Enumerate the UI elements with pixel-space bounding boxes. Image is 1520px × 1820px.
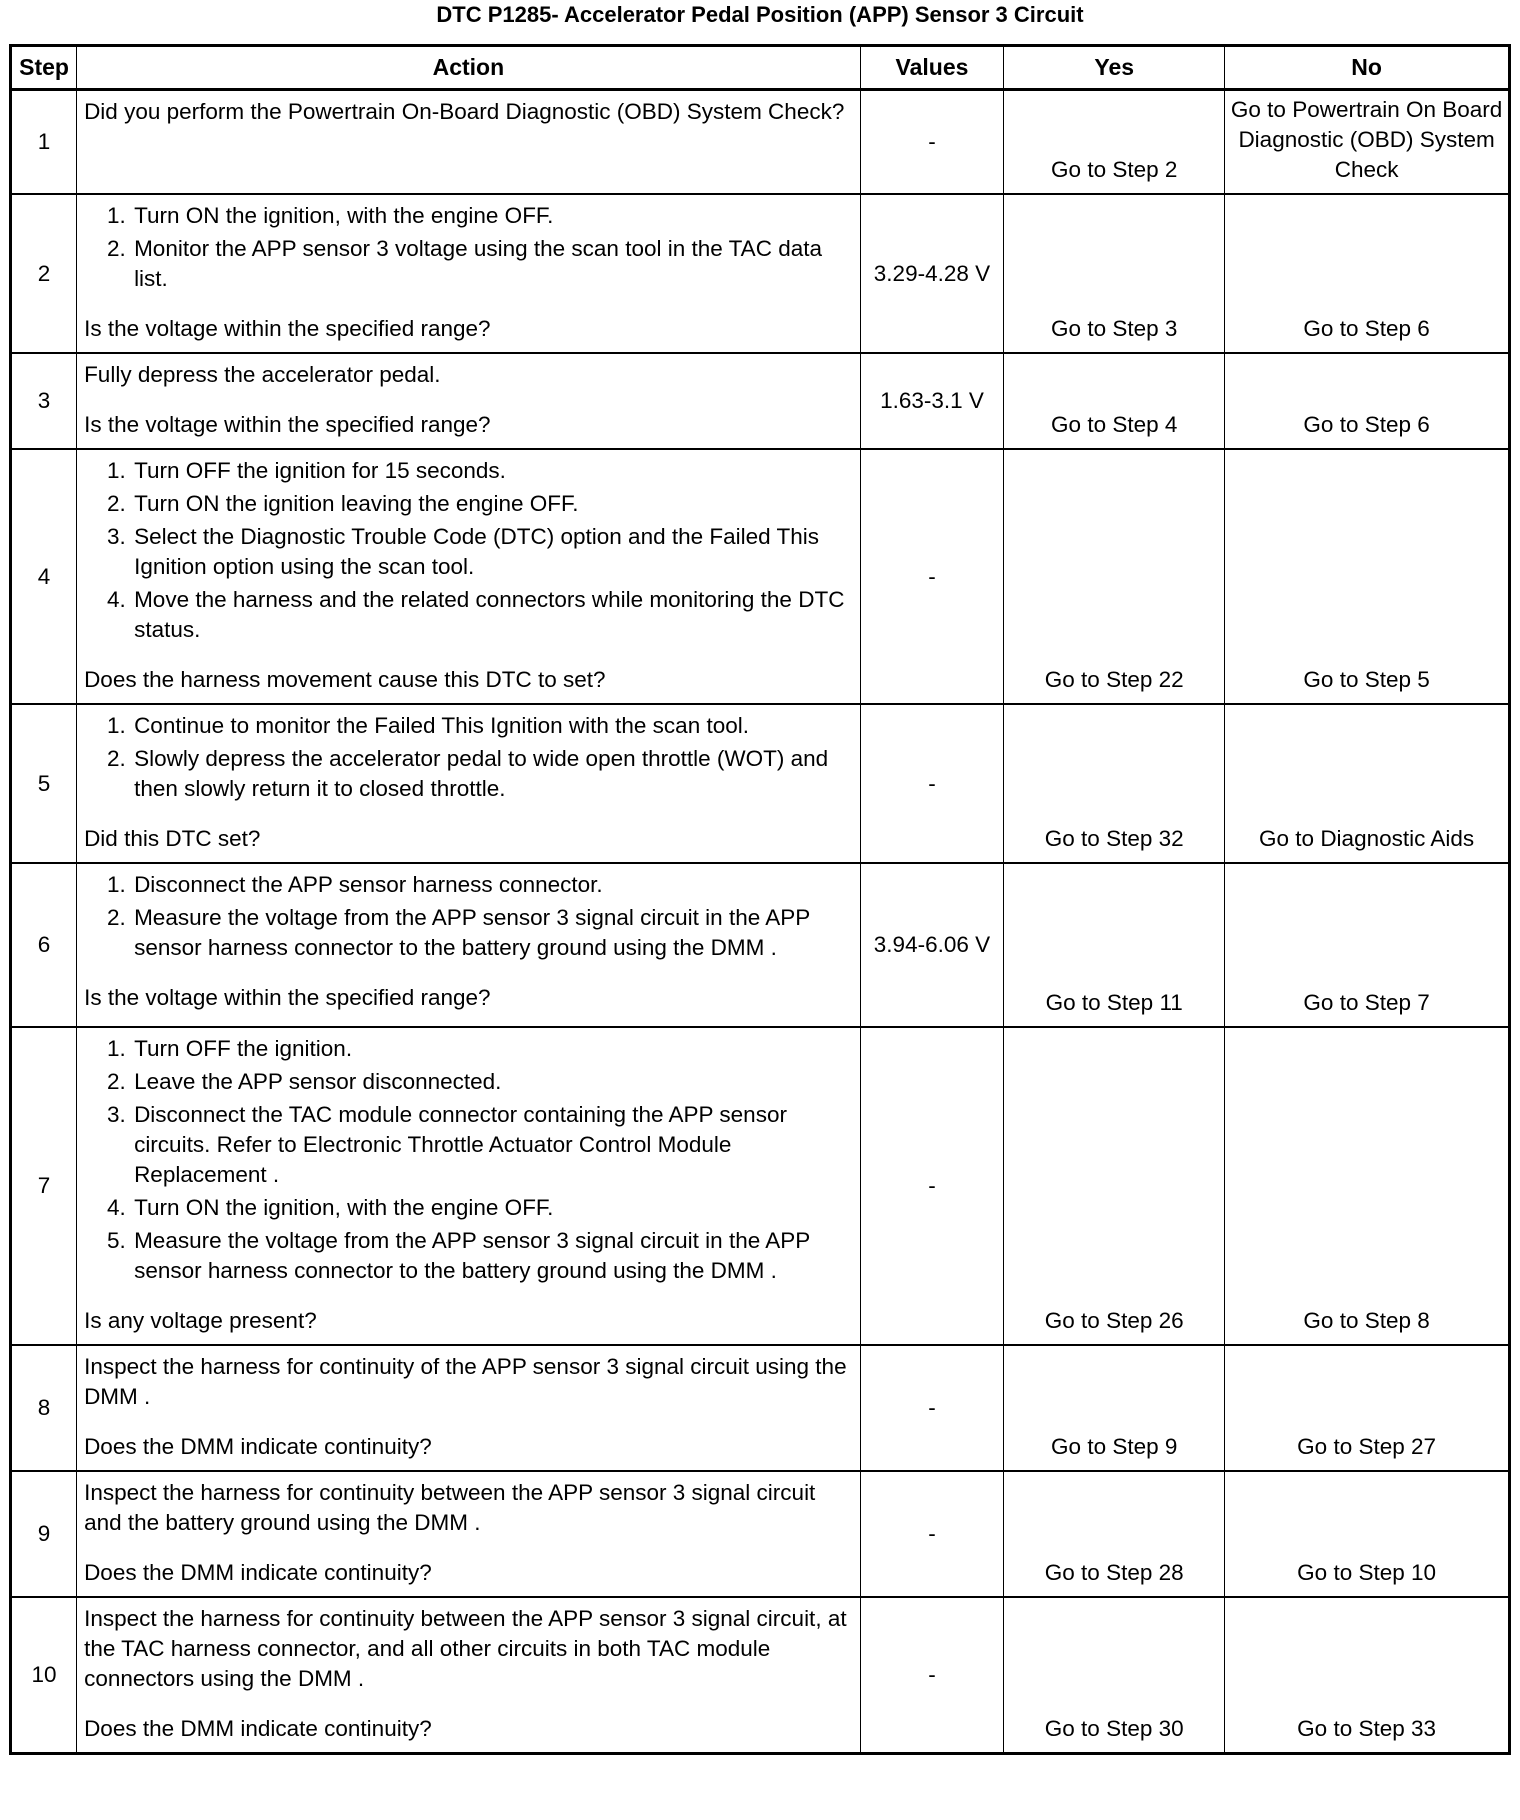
step-number: 10 (11, 1597, 77, 1754)
step-number: 5 (11, 704, 77, 863)
no-result: Go to Step 6 (1225, 353, 1510, 449)
table-row (11, 863, 1510, 1027)
action-cell (77, 863, 861, 1027)
yes-result: Go to Step 2 (1004, 90, 1225, 195)
action-step-item: 5. Measure the voltage from the APP sensor 3 signal circuit in the APP sensor harness connector to the battery ground using the DMM . (132, 1226, 854, 1286)
action-step-item: 4. Turn ON the ignition, with the engine OFF. (132, 1193, 854, 1223)
values-cell: - (860, 449, 1004, 704)
table-row (11, 1345, 1510, 1471)
action-cell (77, 194, 861, 353)
action-step-item: 4. Move the harness and the related connectors while monitoring the DTC status. (132, 585, 854, 645)
yes-result: Go to Step 28 (1004, 1471, 1225, 1597)
action-step-item: 3. Select the Diagnostic Trouble Code (DTC) option and the Failed This Ignition option using the scan tool. (132, 522, 854, 582)
values-cell: 1.63-3.1 V (860, 353, 1004, 449)
table-row (11, 1027, 1510, 1345)
values-cell: - (860, 704, 1004, 863)
action-cell (77, 1597, 861, 1754)
no-result: Go to Step 27 (1225, 1345, 1510, 1471)
action-step-item: 2. Monitor the APP sensor 3 voltage using the scan tool in the TAC data list. (132, 234, 854, 294)
action-question: Is the voltage within the specified range? (84, 985, 491, 1010)
yes-result: Go to Step 4 (1004, 353, 1225, 449)
yes-result: Go to Step 26 (1004, 1027, 1225, 1345)
action-prompt: Inspect the harness for continuity between the APP sensor 3 signal circuit, at the TAC harness connector, and all other circuits in both TAC module connectors using the DMM . (84, 1606, 847, 1691)
action-cell (77, 90, 861, 195)
header-row (11, 46, 1510, 90)
table-body (11, 90, 1510, 1754)
action-step-item: 2. Slowly depress the accelerator pedal to wide open throttle (WOT) and then slowly return it to closed throttle. (132, 744, 854, 804)
action-step-item: 1. Turn OFF the ignition. (132, 1034, 854, 1064)
action-question: Does the DMM indicate continuity? (84, 1716, 432, 1741)
action-prompt: Inspect the harness for continuity between the APP sensor 3 signal circuit and the battery ground using the DMM . (84, 1480, 816, 1535)
no-result: Go to Step 8 (1225, 1027, 1510, 1345)
action-cell (77, 1471, 861, 1597)
action-cell (77, 704, 861, 863)
action-prompt: Fully depress the accelerator pedal. (84, 362, 441, 387)
action-steps-list (84, 711, 854, 804)
no-result: Go to Step 7 (1225, 863, 1510, 1027)
action-step-item: 1. Continue to monitor the Failed This Ignition with the scan tool. (132, 711, 854, 741)
no-result: Go to Step 5 (1225, 449, 1510, 704)
action-question: Does the harness movement cause this DTC to set? (84, 667, 606, 692)
header-values: Values (860, 46, 1004, 90)
action-prompt: Did you perform the Powertrain On-Board Diagnostic (OBD) System Check? (84, 99, 845, 124)
header-action: Action (77, 46, 861, 90)
action-step-item: 1. Turn ON the ignition, with the engine OFF. (132, 201, 854, 231)
action-question: Did this DTC set? (84, 826, 261, 851)
action-question: Is the voltage within the specified range? (84, 316, 491, 341)
action-question: Is the voltage within the specified range? (84, 412, 491, 437)
values-cell: - (860, 1027, 1004, 1345)
table-row (11, 1471, 1510, 1597)
action-steps-list (84, 201, 854, 294)
no-result: Go to Powertrain On Board Diagnostic (OBD) System Check (1225, 90, 1510, 195)
header-step: Step (11, 46, 77, 90)
action-step-item: 1. Disconnect the APP sensor harness connector. (132, 870, 854, 900)
page-title: DTC P1285- Accelerator Pedal Position (APP) Sensor 3 Circuit (436, 2, 1084, 27)
yes-result: Go to Step 22 (1004, 449, 1225, 704)
yes-result: Go to Step 9 (1004, 1345, 1225, 1471)
table-row (11, 449, 1510, 704)
values-cell: 3.29-4.28 V (860, 194, 1004, 353)
no-result: Go to Step 33 (1225, 1597, 1510, 1754)
action-prompt: Inspect the harness for continuity of the APP sensor 3 signal circuit using the DMM . (84, 1354, 847, 1409)
action-cell (77, 449, 861, 704)
yes-result: Go to Step 32 (1004, 704, 1225, 863)
step-number: 7 (11, 1027, 77, 1345)
step-number: 2 (11, 194, 77, 353)
step-number: 3 (11, 353, 77, 449)
table-row (11, 90, 1510, 195)
table-row (11, 194, 1510, 353)
yes-result: Go to Step 11 (1004, 863, 1225, 1027)
step-number: 9 (11, 1471, 77, 1597)
table-row (11, 1597, 1510, 1754)
action-question: Is any voltage present? (84, 1308, 317, 1333)
values-cell: - (860, 90, 1004, 195)
yes-result: Go to Step 3 (1004, 194, 1225, 353)
header-no: No (1225, 46, 1510, 90)
action-steps-list (84, 1034, 854, 1286)
no-result: Go to Step 6 (1225, 194, 1510, 353)
table-row (11, 353, 1510, 449)
no-result: Go to Step 10 (1225, 1471, 1510, 1597)
values-cell: - (860, 1471, 1004, 1597)
values-cell: - (860, 1345, 1004, 1471)
yes-result: Go to Step 30 (1004, 1597, 1225, 1754)
diagnostic-table (9, 44, 1511, 1755)
values-cell: - (860, 1597, 1004, 1754)
no-result: Go to Diagnostic Aids (1225, 704, 1510, 863)
action-step-item: 1. Turn OFF the ignition for 15 seconds. (132, 456, 854, 486)
action-question: Does the DMM indicate continuity? (84, 1434, 432, 1459)
action-steps-list (84, 456, 854, 645)
header-yes: Yes (1004, 46, 1225, 90)
step-number: 4 (11, 449, 77, 704)
action-cell (77, 1345, 861, 1471)
action-steps-list (84, 870, 854, 963)
step-number: 1 (11, 90, 77, 195)
action-step-item: 2. Turn ON the ignition leaving the engine OFF. (132, 489, 854, 519)
table-row (11, 704, 1510, 863)
action-step-item: 2. Measure the voltage from the APP sensor 3 signal circuit in the APP sensor harness connector to the battery ground using the DMM . (132, 903, 854, 963)
values-cell: 3.94-6.06 V (860, 863, 1004, 1027)
action-question: Does the DMM indicate continuity? (84, 1560, 432, 1585)
action-cell (77, 353, 861, 449)
step-number: 8 (11, 1345, 77, 1471)
action-cell (77, 1027, 861, 1345)
action-step-item: 2. Leave the APP sensor disconnected. (132, 1067, 854, 1097)
action-step-item: 3. Disconnect the TAC module connector containing the APP sensor circuits. Refer to Electronic Throttle Actuator Control Module Replacement . (132, 1100, 854, 1190)
step-number: 6 (11, 863, 77, 1027)
